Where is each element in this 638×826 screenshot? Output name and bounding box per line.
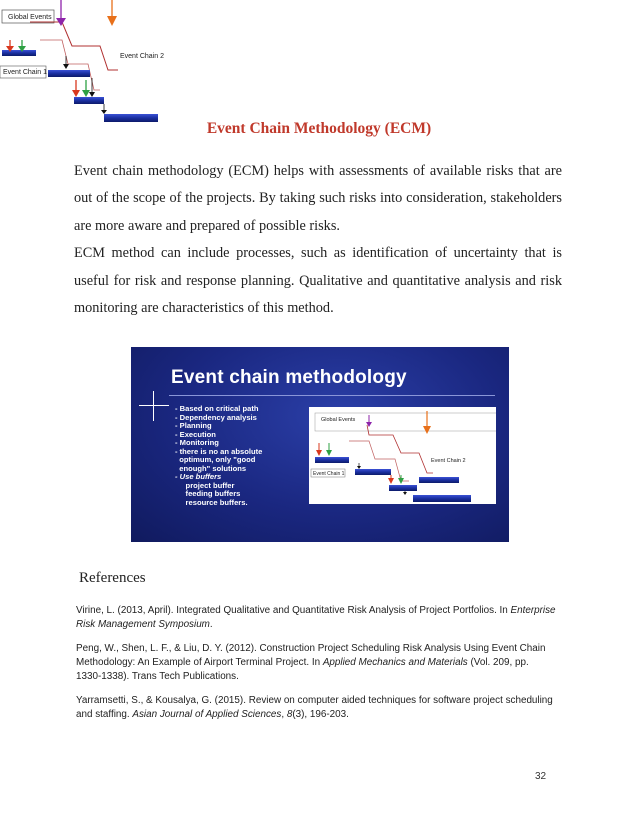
reference-entry <box>76 642 556 684</box>
global-events-label: Global Events <box>8 14 52 21</box>
slide-bullet: optimum, only "good <box>175 455 256 464</box>
slide-bullet: - Planning <box>175 421 212 430</box>
slide-title: Event chain methodology <box>171 367 407 388</box>
reference-text: , <box>281 709 287 720</box>
slide-bullet-list <box>175 405 305 507</box>
arrow-red-icon <box>72 80 80 97</box>
arrow-orange-icon <box>107 0 117 26</box>
top-event-chain-diagram <box>0 0 200 128</box>
slide-image <box>131 347 509 542</box>
slide-bullet: - Use buffers <box>175 472 222 481</box>
paragraph: Event chain methodology (ECM) helps with assessments of available risks that are out of the scope of the projects. By taking such risks into consideration, stakeholders are more aware and prepared of possible risks. <box>74 163 562 234</box>
paragraph: ECM method can include processes, such as identification of uncertainty that is useful for risk and response planning. Qualitative and quantitative analysis and risk monitoring are characteristics of this method. <box>74 245 562 317</box>
reference-text: (Vol. 209, pp. 1330-1338). Trans Tech Publications. <box>76 657 529 682</box>
arrow-green-icon <box>326 443 404 484</box>
gantt-bar <box>2 50 36 56</box>
reference-source: Applied Mechanics and Materials <box>322 657 468 668</box>
sparkle-decoration <box>153 391 154 421</box>
slide-bullet: - Based on critical path <box>175 404 259 413</box>
slide-bullet: enough" solutions <box>175 463 247 473</box>
slide-bullet: - Monitoring <box>175 438 219 447</box>
reference-source: Enterprise Risk Management Symposium <box>76 605 556 630</box>
gantt-bar <box>355 469 391 475</box>
reference-text: Virine, L. (2013, April). Integrated Qualitative and Quantitative Risk Analysis of Project Portfolios. In <box>76 605 511 616</box>
slide-bullet: - Dependency analysis <box>175 412 257 422</box>
section-body <box>74 158 562 322</box>
event-chain-2-label: Event Chain 2 <box>431 458 466 464</box>
event-chain-2-label: Event Chain 2 <box>120 53 164 60</box>
gantt-bar <box>315 457 349 463</box>
gantt-bar <box>389 485 417 491</box>
global-events-label: Global Events <box>321 417 356 423</box>
slide-diagram-panel <box>309 407 496 504</box>
gantt-bar <box>413 495 471 502</box>
slide-bullet: resource buffers. <box>175 497 248 507</box>
arrow-black-icon <box>63 56 107 114</box>
slide-bullet: project buffer <box>175 480 235 490</box>
gantt-bar <box>48 70 90 77</box>
event-chain-1-label: Event Chain 1 <box>313 471 345 477</box>
gantt-bar <box>419 477 459 483</box>
slide-bullet: - Execution <box>175 429 216 439</box>
sparkle-decoration <box>139 405 169 406</box>
references-heading: References <box>79 570 146 586</box>
chain-line-red <box>367 425 433 473</box>
reference-source: Asian Journal of Applied Sciences <box>132 709 282 720</box>
reference-text: Yarramsetti, S., & Kousalya, G. (2015). Review on computer aided techniques for software project scheduling and staffing. <box>76 695 553 720</box>
page-number: 32 <box>535 771 547 782</box>
gantt-bar <box>74 97 104 104</box>
arrow-green-icon <box>82 80 90 97</box>
reference-entry <box>76 604 556 632</box>
slide-bullet: - there is no an absolute <box>175 446 263 456</box>
slide-event-chain-diagram <box>309 407 496 504</box>
slide-bullet: feeding buffers <box>175 489 241 498</box>
arrow-red-icon <box>316 443 394 484</box>
section-heading: Event Chain Methodology (ECM) <box>206 120 432 137</box>
reference-text: Peng, W., Shen, L. F., & Liu, D. Y. (2012). Construction Project Scheduling Risk Analysis Using Event Chain Methodology: An Example of Airport Terminal Project. In <box>76 643 546 668</box>
slide-divider <box>169 395 495 396</box>
reference-text: (3), 196-203. <box>292 709 349 720</box>
reference-text: . <box>209 619 213 630</box>
chain-line-pink <box>40 40 100 90</box>
reference-volume: 8 <box>286 709 293 720</box>
chain-line-red <box>30 22 118 70</box>
reference-entry <box>76 694 556 722</box>
event-chain-1-label: Event Chain 1 <box>3 69 47 76</box>
